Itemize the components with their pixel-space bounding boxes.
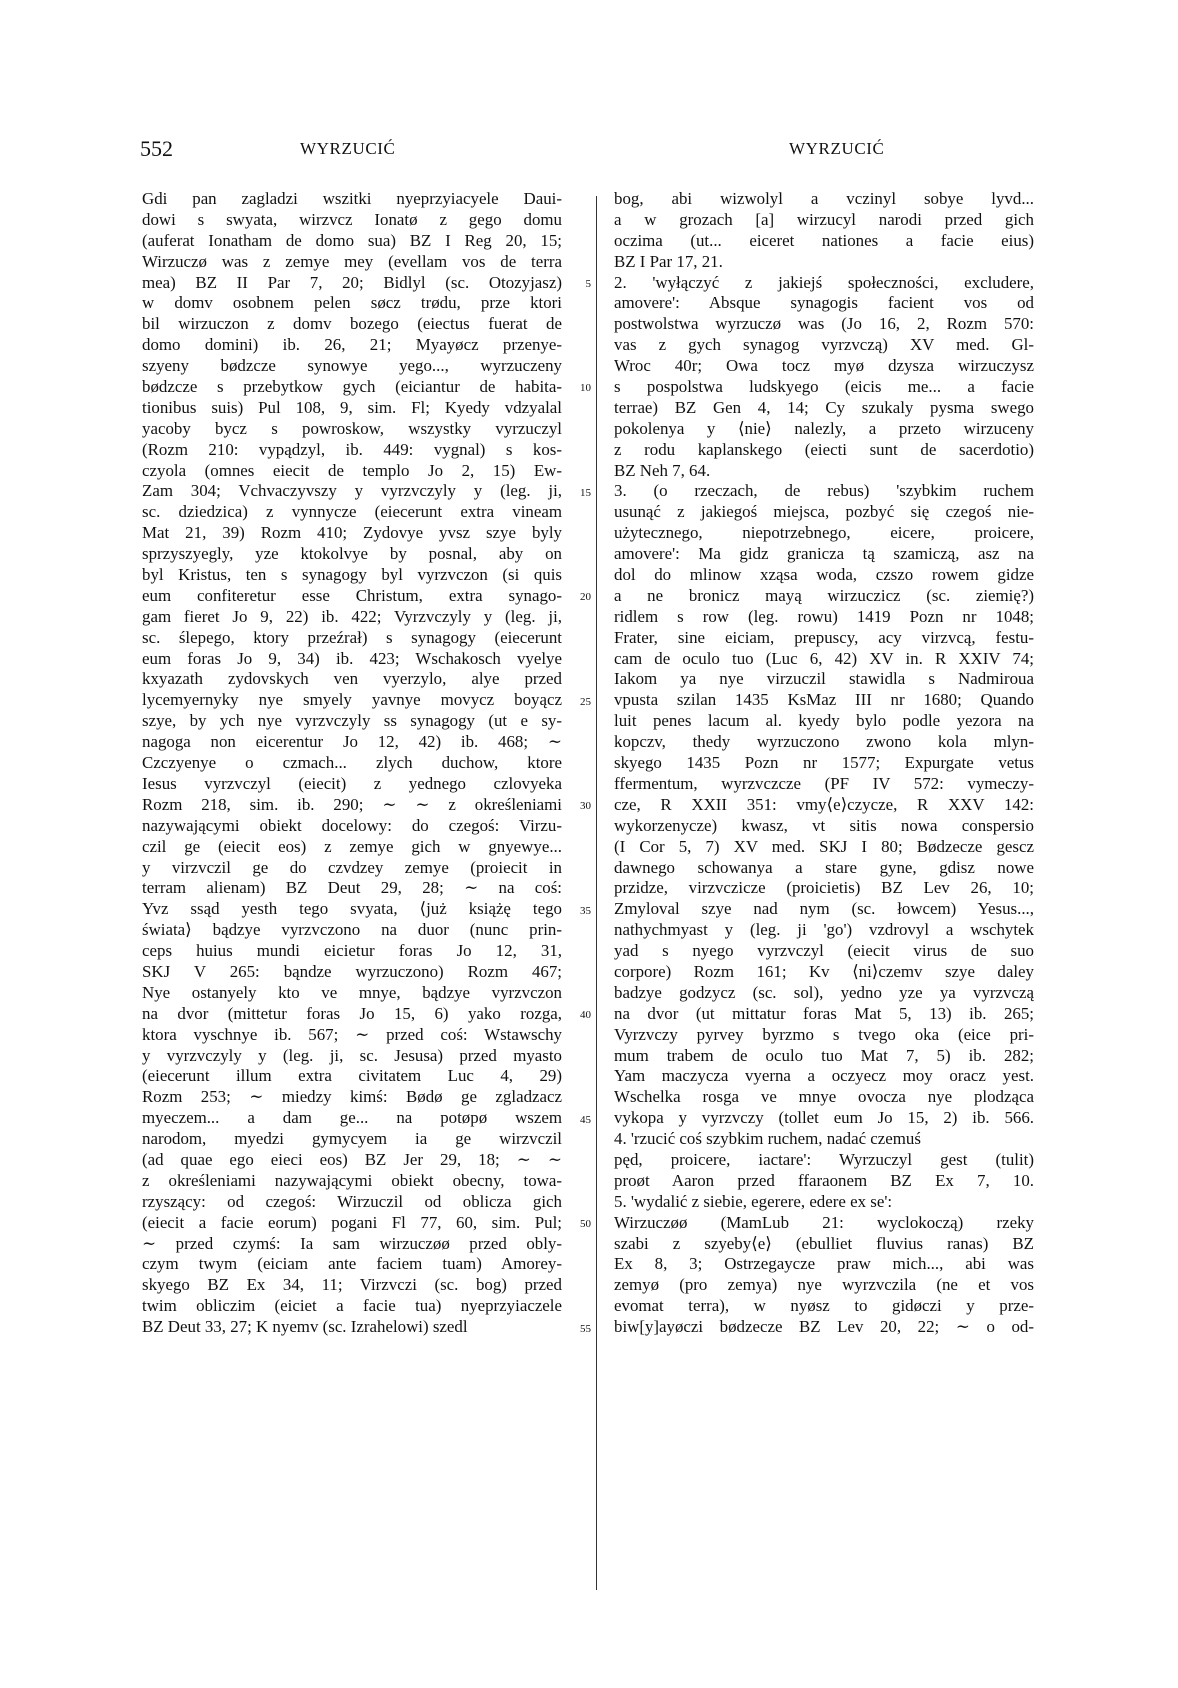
text-line: ffermentum, wyrzvczcze (PF IV 572: vymeczy- [614, 773, 1034, 793]
text-line: usunąć z jakiegoś miejsca, pozbyć się czegoś nie- [614, 502, 1034, 522]
text-line: terrae) BZ Gen 4, 14; Cy szukaly pysma swego [614, 397, 1034, 417]
line-number: 5 [585, 277, 591, 290]
text-line: BZ Neh 7, 64. [614, 460, 711, 480]
text-line: skyego 1435 Pozn nr 1577; Expurgate vetus [614, 753, 1034, 773]
text-line: przidze, virzvczicze (proicietis) BZ Lev 26, 10; [614, 878, 1034, 898]
text-line: (auferat Ionatham de domo sua) BZ I Reg 20, 15; [142, 230, 562, 250]
line-number: 25 [580, 695, 591, 708]
text-line: amovere': Absque synagogis facient vos od [614, 293, 1034, 313]
text-line: czil ge (eiecit eos) z zemye gich w gnyewye... [142, 836, 562, 856]
text-line: na dvor (ut mittatur foras Mat 5, 13) ib. 265; [614, 1003, 1034, 1023]
text-line: zemyø (pro zemya) nye wyrzvczila (ne et vos [614, 1275, 1034, 1295]
line-number: 10 [580, 382, 591, 395]
text-line: vykopa y vyrzvczy (tollet eum Jo 15, 2) ib. 566. [614, 1108, 1034, 1128]
text-line: oczima (ut... eiceret nationes a facie eius) [614, 230, 1034, 250]
text-line: (eiecit a facie eorum) pogani Fl 77, 60, sim. Pul; [142, 1212, 562, 1232]
text-line: (I Cor 5, 7) XV med. SKJ I 80; Bødzecze gescz [614, 836, 1034, 856]
text-line: cam de oculo tuo (Luc 6, 42) XV in. R XXIV 74; [614, 648, 1034, 668]
text-line: Iesus vyrzvczyl (eiecit) z yednego czlovyeka [142, 773, 562, 793]
text-line: dol do mlinow xząsa woda, czszo rowem gidze [614, 565, 1034, 585]
text-line: yad s nyego vyrzvczyl (eiecit virus de suo [614, 941, 1034, 961]
text-line: szyeny bødzcze synowye yego..., wyrzuczeny [142, 356, 562, 376]
text-line: szye, by ych nye vyrzvczyly ss synagogy (ut e sy- [142, 711, 562, 731]
text-line: twim obliczim (eiciet a facie tua) nyeprzyiaczele [142, 1296, 562, 1316]
text-line: czym twym (eiciam ante faciem tuam) Amorey- [142, 1254, 562, 1274]
text-line: badzye godzycz (sc. sol), yedno yze ya vyrzvczą [614, 982, 1034, 1002]
page-number: 552 [140, 136, 173, 161]
column-rule [596, 196, 597, 1590]
text-line: Mat 21, 39) Rozm 410; Zydovye yvsz szye byly [142, 523, 562, 543]
text-line: biw[y]ayøczi bødzecze BZ Lev 20, 22; ∼ o od- [614, 1317, 1034, 1337]
text-line: narodom, myedzi gymycyem ia ge wirzvczil [142, 1129, 562, 1149]
line-number: 50 [580, 1218, 591, 1231]
line-number: 30 [580, 800, 591, 813]
text-line: ridlem s row (leg. rowu) 1419 Pozn nr 1048; [614, 606, 1034, 626]
line-number: 45 [580, 1113, 591, 1126]
text-line: Frater, sine eiciam, prepuscy, acy virzvcą, festu- [614, 627, 1034, 647]
text-line: 3. (o rzeczach, de rebus) 'szybkim ruchem [614, 481, 1034, 501]
text-line: kxyazath zydovskych ven vyerzylo, alye przed [142, 669, 562, 689]
text-line: Zam 304; Vchvaczyvszy y vyrzvczyly y (leg. ji, [142, 481, 562, 501]
text-line: (Rozm 210: vypądzyl, ib. 449: vygnal) s kos- [142, 439, 562, 459]
text-line: nazywającymi obiekt docelowy: do czegoś: Virzu- [142, 815, 562, 835]
text-line: BZ Deut 33, 27; K nyemv (sc. Izrahelowi) szedl [142, 1317, 468, 1337]
text-line: Gdi pan zagladzi wszitki nyeprzyiacyele Daui- [142, 189, 562, 208]
text-line: tionibus suis) Pul 108, 9, sim. Fl; Kyedy vdzyalal [142, 397, 562, 417]
text-line: Wschelka rosga ve mnye ovocza nye plodząca [614, 1087, 1034, 1107]
text-line: 5. 'wydalić z siebie, egerere, edere ex se': [614, 1191, 893, 1211]
text-line: czyola (omnes eiecit de templo Jo 2, 15) Ew- [142, 460, 562, 480]
text-line: byl Kristus, ten s synagogy byl vyrzvczon (si quis [142, 565, 562, 585]
text-line: użytecznego, niepotrzebnego, eicere, proicere, [614, 523, 1034, 543]
text-line: bog, abi wizwolyl a vczinyl sobye lyvd... [614, 189, 1034, 208]
text-line: z rodu kaplanskego (eiecti sunt de sacerdotio) [614, 439, 1034, 459]
text-line: 4. 'rzucić coś szybkim ruchem, nadać czemuś [614, 1129, 921, 1149]
text-line: pęd, proicere, iactare': Wyrzuczyl gest (tulit) [614, 1149, 1034, 1169]
text-line: skyego BZ Ex 34, 11; Virzvczi (sc. bog) przed [142, 1275, 562, 1295]
right-column [614, 189, 1034, 1338]
text-line: Wroc 40r; Owa tocz myø dzysza wirzuczysz [614, 356, 1034, 376]
text-line: Czczyenye o czmach... zlych duchow, ktore [142, 753, 562, 773]
text-line: Yvz ssąd yesth tego svyata, ⟨już książę tego [142, 899, 562, 919]
text-line: amovere': Ma gidz granicza tą szamiczą, asz na [614, 544, 1034, 564]
text-line: evomat terra), w nyøsz to gidøczi y prze- [614, 1296, 1034, 1316]
text-line: terram alienam) BZ Deut 29, 28; ∼ na coś: [142, 878, 562, 898]
text-line: wykorzenycze) kwasz, vt sitis nowa conspersio [614, 815, 1034, 835]
text-line: Rozm 253; ∼ miedzy kimś: Bødø ge zgladzacz [142, 1087, 562, 1107]
text-line: mea) BZ II Par 7, 20; Bidlyl (sc. Otozyjasz) [142, 272, 562, 292]
text-line: mum trabem de oculo tuo Mat 7, 5) ib. 282; [614, 1045, 1034, 1065]
text-line: bil wirzuczon z domv bozego (eiectus fuerat de [142, 314, 562, 334]
text-line: y vyrzvczyly y (leg. ji, sc. Jesusa) przed myasto [142, 1045, 562, 1065]
text-line: yacoby bycz s powroskow, wszystky vyrzuczyl [142, 418, 562, 438]
text-line: vas z gych synagog vyrzvczą) XV med. Gl- [614, 335, 1034, 355]
text-line: dowi s swyata, wirzvcz Ionatø z gego domu [142, 209, 562, 229]
right-running-head: WYRZUCIĆ [789, 139, 885, 158]
text-line: gam fieret Jo 9, 22) ib. 422; Vyrzvczyly y (leg. ji, [142, 606, 562, 626]
text-line: Yam maczycza vyerna a oczyecz moy oracz yest. [614, 1066, 1034, 1086]
text-line: Zmyloval szye nad nym (sc. łowcem) Yesus..., [614, 899, 1034, 919]
text-line: ∼ przed czymś: Ia sam wirzuczøø przed obly- [142, 1233, 562, 1253]
left-column [142, 189, 562, 1338]
text-line: 2. 'wyłączyć z jakiejś społeczności, excludere, [614, 272, 1034, 292]
text-line: a ne bronicz mayą wirzuczicz (sc. ziemię?) [614, 585, 1034, 605]
text-line: nagoga non eicerentur Jo 12, 42) ib. 468; ∼ [142, 732, 562, 752]
line-number: 55 [580, 1322, 591, 1335]
text-line: Nye ostanyely kto ve mnye, bądzye vyrzvczon [142, 982, 562, 1002]
text-line: myeczem... a dam ge... na potøpø wszem [142, 1108, 562, 1128]
text-line: BZ I Par 17, 21. [614, 251, 723, 271]
line-number: 15 [580, 486, 591, 499]
text-line: (ad quae ego eieci eos) BZ Jer 29, 18; ∼ ∼ [142, 1149, 562, 1169]
text-line: w domv osobnem pelen søcz trødu, prze ktori [142, 293, 562, 313]
text-line: ceps huius mundi eicietur foras Jo 12, 31, [142, 941, 562, 961]
text-line: domo domini) ib. 26, 21; Myayøcz przenye- [142, 335, 562, 355]
line-number: 35 [580, 904, 591, 917]
text-line: z określeniami nazywającymi obiekt obecny, towa- [142, 1170, 562, 1190]
text-line: Wirzuczø was z zemye mey (evellam vos de terra [142, 251, 562, 271]
text-line: corpore) Rozm 161; Kv ⟨ni⟩czemv szye daley [614, 961, 1034, 981]
text-line: bødzcze s przebytkow gych (eiciantur de habita- [142, 377, 562, 397]
text-line: postwolstwa wyrzuczø was (Jo 16, 2, Rozm 570: [614, 314, 1034, 334]
line-number: 20 [580, 591, 591, 604]
text-line: eum foras Jo 9, 34) ib. 423; Wschakosch vyelye [142, 648, 562, 668]
text-line: nathychmyast y (leg. ji 'go') vzdrovyl a wschytek [614, 920, 1034, 940]
text-line: sc. dziedzica) z vynnycze (eiecerunt extra vineam [142, 502, 562, 522]
text-line: cze, R XXII 351: vmy⟨e⟩czycze, R XXV 142: [614, 794, 1034, 814]
text-line: Vyrzvczy pyrvey byrzmo s tvego oka (eice pri- [614, 1024, 1034, 1044]
text-line: proøt Aaron przed ffaraonem BZ Ex 7, 10. [614, 1170, 1034, 1190]
text-line: SKJ V 265: bąndze wyrzuczono) Rozm 467; [142, 961, 562, 981]
text-line: kopczv, thedy wyrzuczono zwono kola mlyn- [614, 732, 1034, 752]
text-line: s pospolstwa ludskyego (eicis me... a facie [614, 377, 1034, 397]
text-line: (eiecerunt illum extra civitatem Luc 4, 29) [142, 1066, 562, 1086]
text-line: Rozm 218, sim. ib. 290; ∼ ∼ z określeniami [142, 794, 562, 814]
text-line: pokolenya y ⟨nie⟩ nalezly, a przeto wirzuceny [614, 418, 1034, 438]
text-line: rzyszący: od czegoś: Wirzuczil od oblicza gich [142, 1191, 562, 1211]
left-running-head: WYRZUCIĆ [300, 139, 396, 158]
text-line: ktora vyschnye ib. 567; ∼ przed coś: Wstawschy [142, 1024, 562, 1044]
text-line: y virzvczil ge do czvdzey zemye (proiecit in [142, 857, 562, 877]
text-line: dawnego schowanya a stare gyne, gdisz nowe [614, 857, 1034, 877]
text-line: Ex 8, 3; Ostrzegaycze praw mich..., abi was [614, 1254, 1034, 1274]
text-line: a w grozach [a] wirzucyl narodi przed gich [614, 209, 1034, 229]
text-line: Wirzuczøø (MamLub 21: wyclokoczą) rzeky [614, 1212, 1034, 1232]
text-line: luit penes lacum al. kyedy bylo podle yezora na [614, 711, 1034, 731]
text-line: lycemyernyky nye smyely yavnye movycz boyącz [142, 690, 562, 710]
text-line: vpusta szilan 1435 KsMaz III nr 1680; Quando [614, 690, 1034, 710]
text-line: Iakom ya nye virzuczil stawidla s Nadmiroua [614, 669, 1034, 689]
text-line: świata⟩ bądzye vyrzvczono na duor (nunc prin- [142, 920, 562, 940]
text-line: eum confiteretur esse Christum, extra synago- [142, 585, 562, 605]
text-line: na dvor (mittetur foras Jo 15, 6) yako rozga, [142, 1003, 562, 1023]
line-number: 40 [580, 1009, 591, 1022]
text-line: sprzyszyegly, yze ktokolvye by posnal, aby on [142, 544, 562, 564]
text-line: szabi z szyeby⟨e⟩ (ebulliet fluvius ranas) BZ [614, 1233, 1034, 1253]
text-line: sc. ślepego, ktory przeźrał) s synagogy (eiecerunt [142, 627, 562, 647]
